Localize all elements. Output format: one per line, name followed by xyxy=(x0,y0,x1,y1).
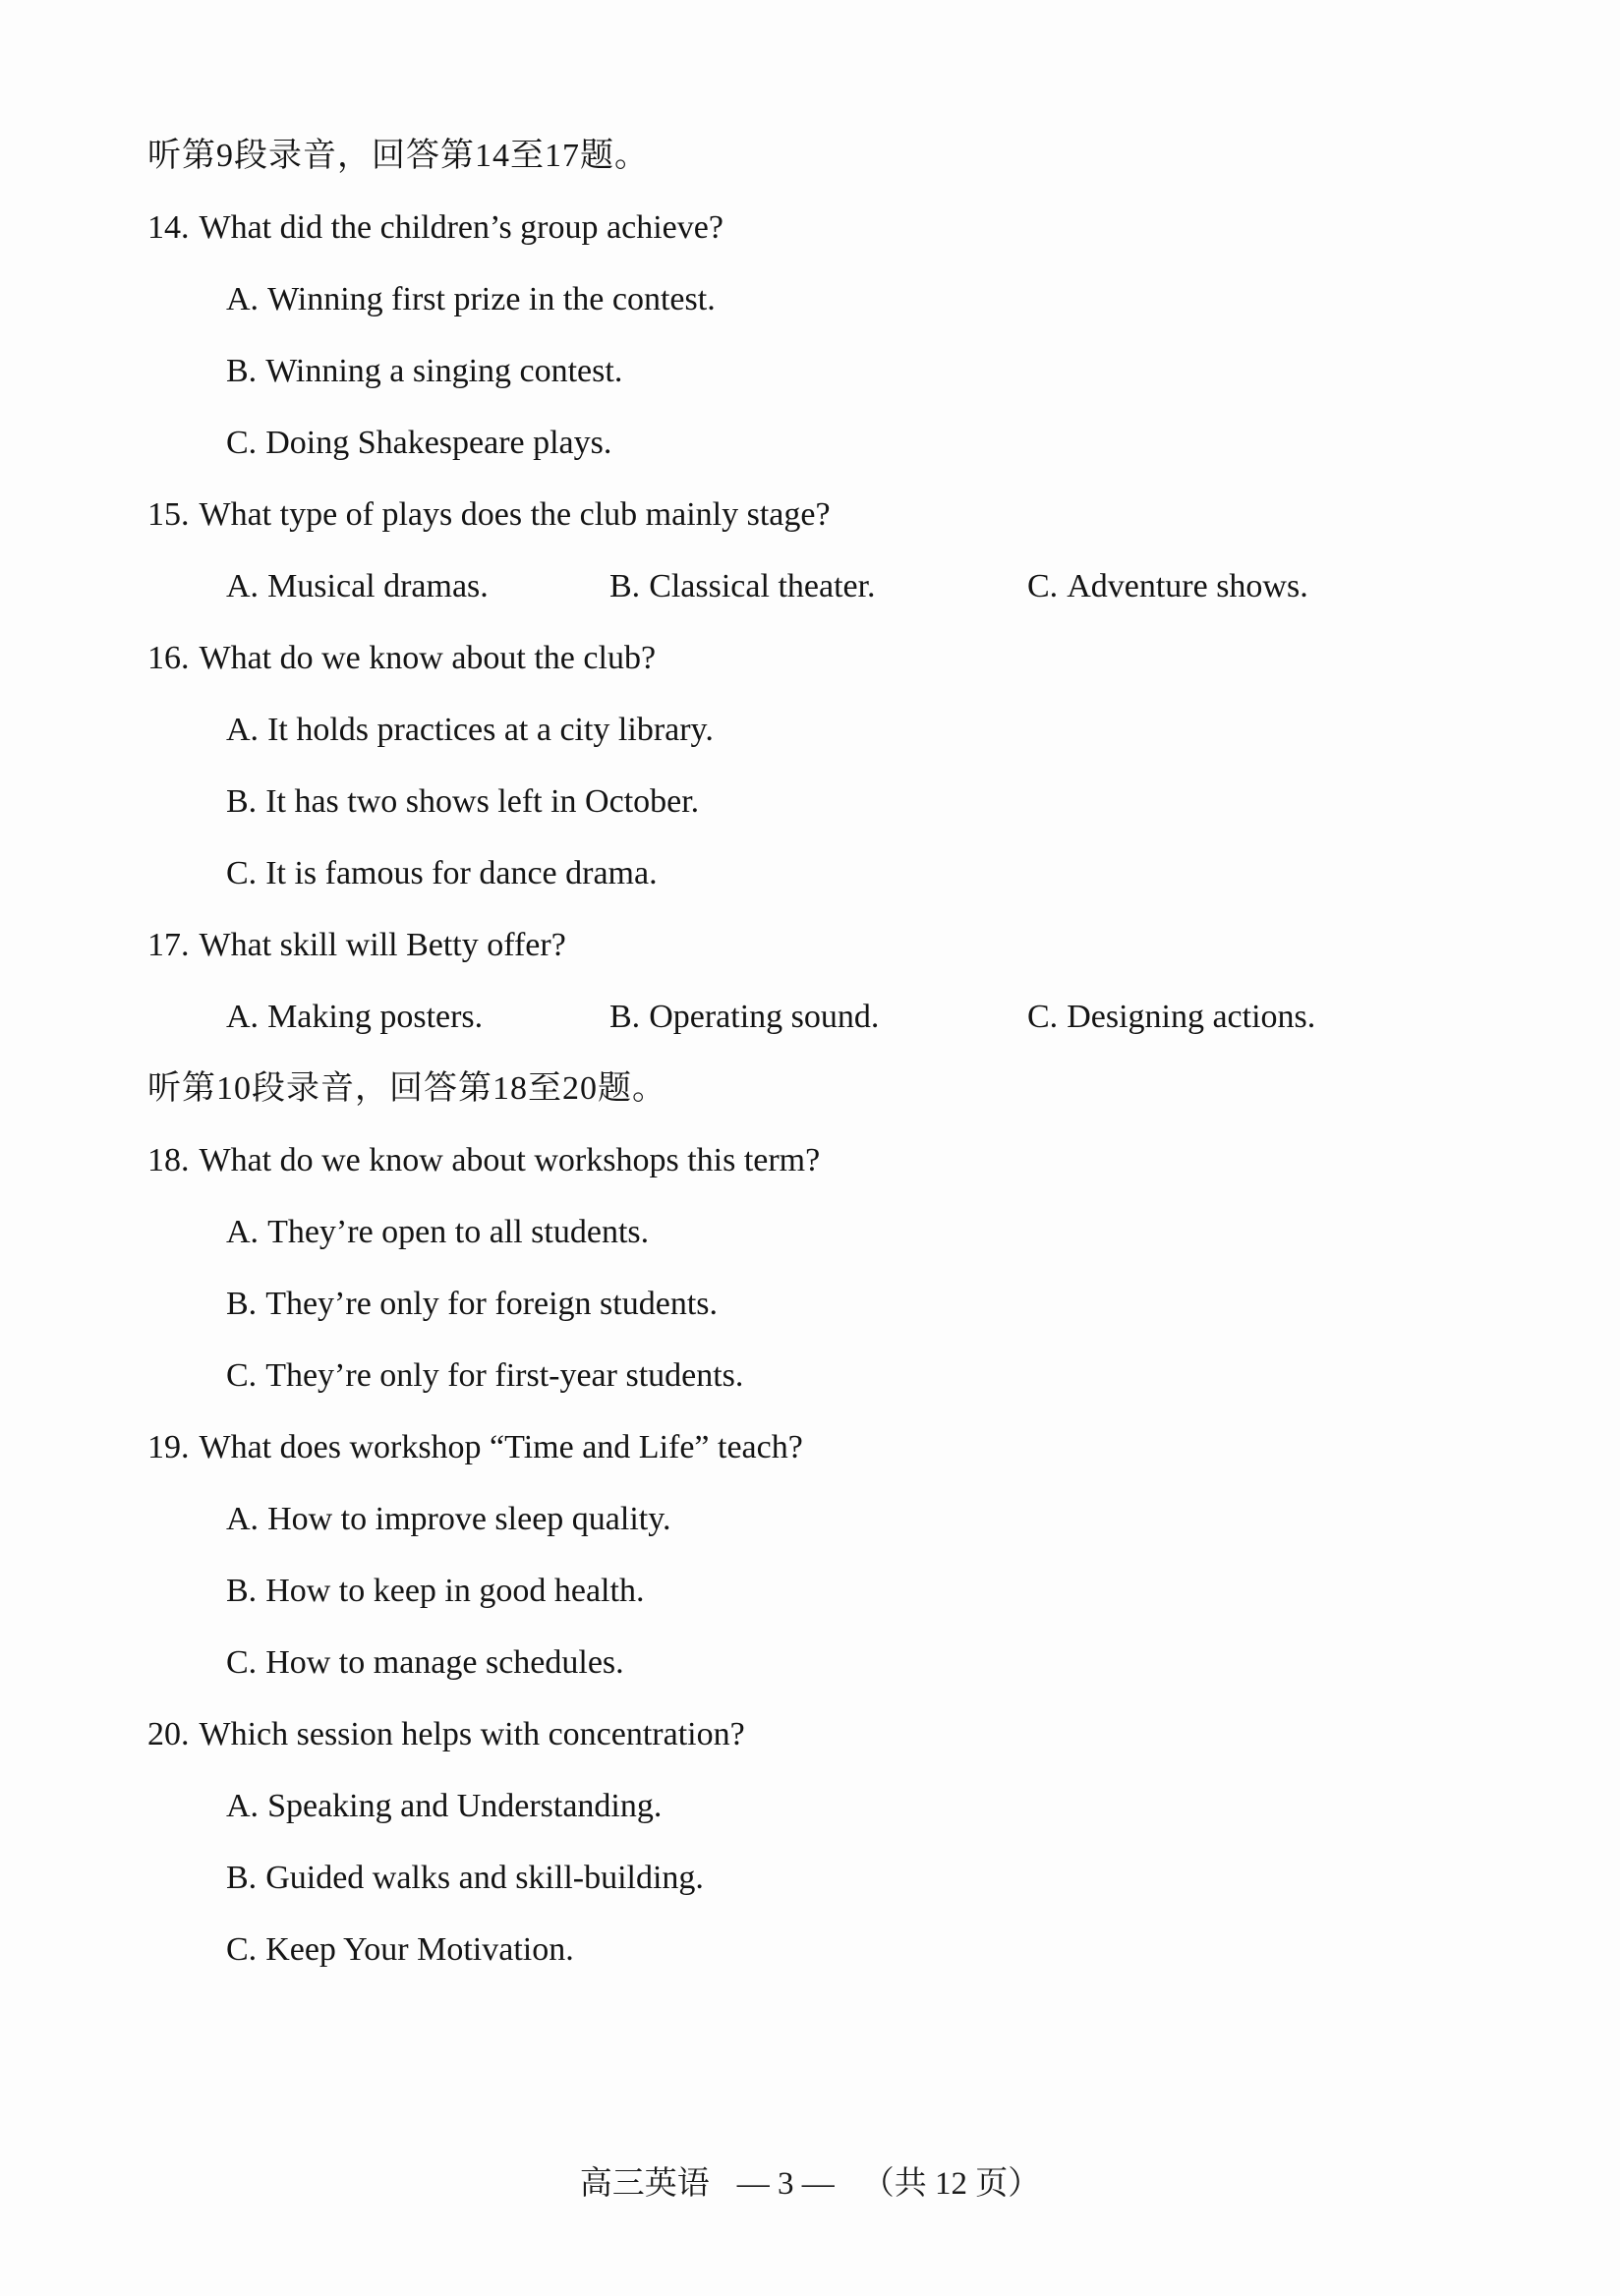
option-label: C. xyxy=(226,1357,258,1394)
option-label: C. xyxy=(226,1644,258,1681)
question-18 xyxy=(147,1142,1524,1179)
question-18-option-b xyxy=(226,1286,1524,1323)
question-17 xyxy=(147,927,1524,964)
option-label: A. xyxy=(226,281,260,317)
question-14-option-c xyxy=(226,425,1524,462)
question-17-text: What skill will Betty offer? xyxy=(199,927,566,963)
question-20-option-a xyxy=(226,1788,1524,1825)
question-18-number: 18. xyxy=(147,1142,190,1178)
exam-content xyxy=(147,138,1524,2003)
option-label: C. xyxy=(226,855,258,891)
question-16 xyxy=(147,640,1524,677)
option-text: Operating sound. xyxy=(649,999,880,1035)
option-text: Winning first prize in the contest. xyxy=(267,281,716,317)
option-text: Keep Your Motivation. xyxy=(265,1931,574,1968)
question-15-option-c xyxy=(1027,568,1308,605)
question-16-text: What do we know about the club? xyxy=(199,640,657,676)
option-text: How to keep in good health. xyxy=(265,1573,645,1609)
option-text: It has two shows left in October. xyxy=(265,783,700,820)
question-15 xyxy=(147,496,1524,534)
question-15-options xyxy=(226,568,1524,605)
question-17-option-c xyxy=(1027,999,1315,1036)
option-label: A. xyxy=(226,999,260,1035)
question-15-option-a xyxy=(226,568,609,605)
option-label: B. xyxy=(226,353,258,389)
option-label: C. xyxy=(1027,568,1059,604)
section-recording-10-header: 听第10段录音，回答第18至20题。 xyxy=(147,1070,666,1107)
option-label: C. xyxy=(226,1931,258,1968)
option-text: Guided walks and skill-building. xyxy=(265,1860,704,1896)
question-17-options xyxy=(226,999,1524,1036)
question-19 xyxy=(147,1429,1524,1466)
question-16-option-a xyxy=(226,712,1524,749)
question-20-option-b xyxy=(226,1860,1524,1897)
question-18-option-c xyxy=(226,1357,1524,1395)
option-text: Winning a singing contest. xyxy=(265,353,623,389)
question-20-text: Which session helps with concentration? xyxy=(199,1716,745,1752)
option-label: B. xyxy=(609,999,641,1035)
question-18-text: What do we know about workshops this term? xyxy=(199,1142,821,1178)
option-text: It is famous for dance drama. xyxy=(265,855,658,891)
option-label: B. xyxy=(226,1860,258,1896)
option-text: Classical theater. xyxy=(649,568,876,604)
question-14 xyxy=(147,209,1524,247)
option-text: Doing Shakespeare plays. xyxy=(265,425,612,461)
question-19-text: What does workshop “Time and Life” teach? xyxy=(199,1429,803,1465)
question-20-number: 20. xyxy=(147,1716,190,1752)
option-label: C. xyxy=(1027,999,1059,1035)
option-text: Adventure shows. xyxy=(1067,568,1308,604)
option-text: How to manage schedules. xyxy=(265,1644,624,1681)
option-text: Designing actions. xyxy=(1067,999,1316,1035)
section-recording-9-header: 听第9段录音，回答第14至17题。 xyxy=(147,138,649,174)
option-label: B. xyxy=(226,783,258,820)
question-16-option-c xyxy=(226,855,1524,892)
option-text: They’re only for foreign students. xyxy=(265,1286,719,1322)
question-19-option-b xyxy=(226,1573,1524,1610)
question-14-text: What did the children’s group achieve? xyxy=(199,209,723,246)
question-14-number: 14. xyxy=(147,209,190,246)
footer-total-pages: （共 12 页） xyxy=(861,2166,1041,2202)
option-label: C. xyxy=(226,425,258,461)
option-label: B. xyxy=(226,1286,258,1322)
question-17-number: 17. xyxy=(147,927,190,963)
option-text: Making posters. xyxy=(267,999,484,1035)
option-label: A. xyxy=(226,1214,260,1250)
question-19-option-a xyxy=(226,1501,1524,1538)
option-text: They’re open to all students. xyxy=(267,1214,650,1250)
question-19-option-c xyxy=(226,1644,1524,1682)
question-17-option-a xyxy=(226,999,609,1036)
question-14-option-b xyxy=(226,353,1524,390)
option-label: A. xyxy=(226,1501,260,1537)
question-20-option-c xyxy=(226,1931,1524,1969)
question-15-text: What type of plays does the club mainly stage? xyxy=(199,496,831,533)
page-footer xyxy=(0,2164,1620,2204)
option-text: How to improve sleep quality. xyxy=(267,1501,671,1537)
footer-page-number: — 3 — xyxy=(736,2166,835,2202)
option-text: Musical dramas. xyxy=(267,568,489,604)
option-text: Speaking and Understanding. xyxy=(267,1788,663,1824)
option-label: B. xyxy=(609,568,641,604)
option-text: They’re only for first-year students. xyxy=(265,1357,744,1394)
question-15-option-b xyxy=(609,568,1027,605)
option-label: A. xyxy=(226,1788,260,1824)
footer-course-label: 高三英语 xyxy=(579,2166,710,2202)
question-15-number: 15. xyxy=(147,496,190,533)
question-16-option-b xyxy=(226,783,1524,821)
question-14-option-a xyxy=(226,281,1524,318)
option-label: A. xyxy=(226,712,260,748)
question-20 xyxy=(147,1716,1524,1753)
question-17-option-b xyxy=(609,999,1027,1036)
option-label: A. xyxy=(226,568,260,604)
option-text: It holds practices at a city library. xyxy=(267,712,714,748)
question-19-number: 19. xyxy=(147,1429,190,1465)
option-label: B. xyxy=(226,1573,258,1609)
question-18-option-a xyxy=(226,1214,1524,1251)
question-16-number: 16. xyxy=(147,640,190,676)
